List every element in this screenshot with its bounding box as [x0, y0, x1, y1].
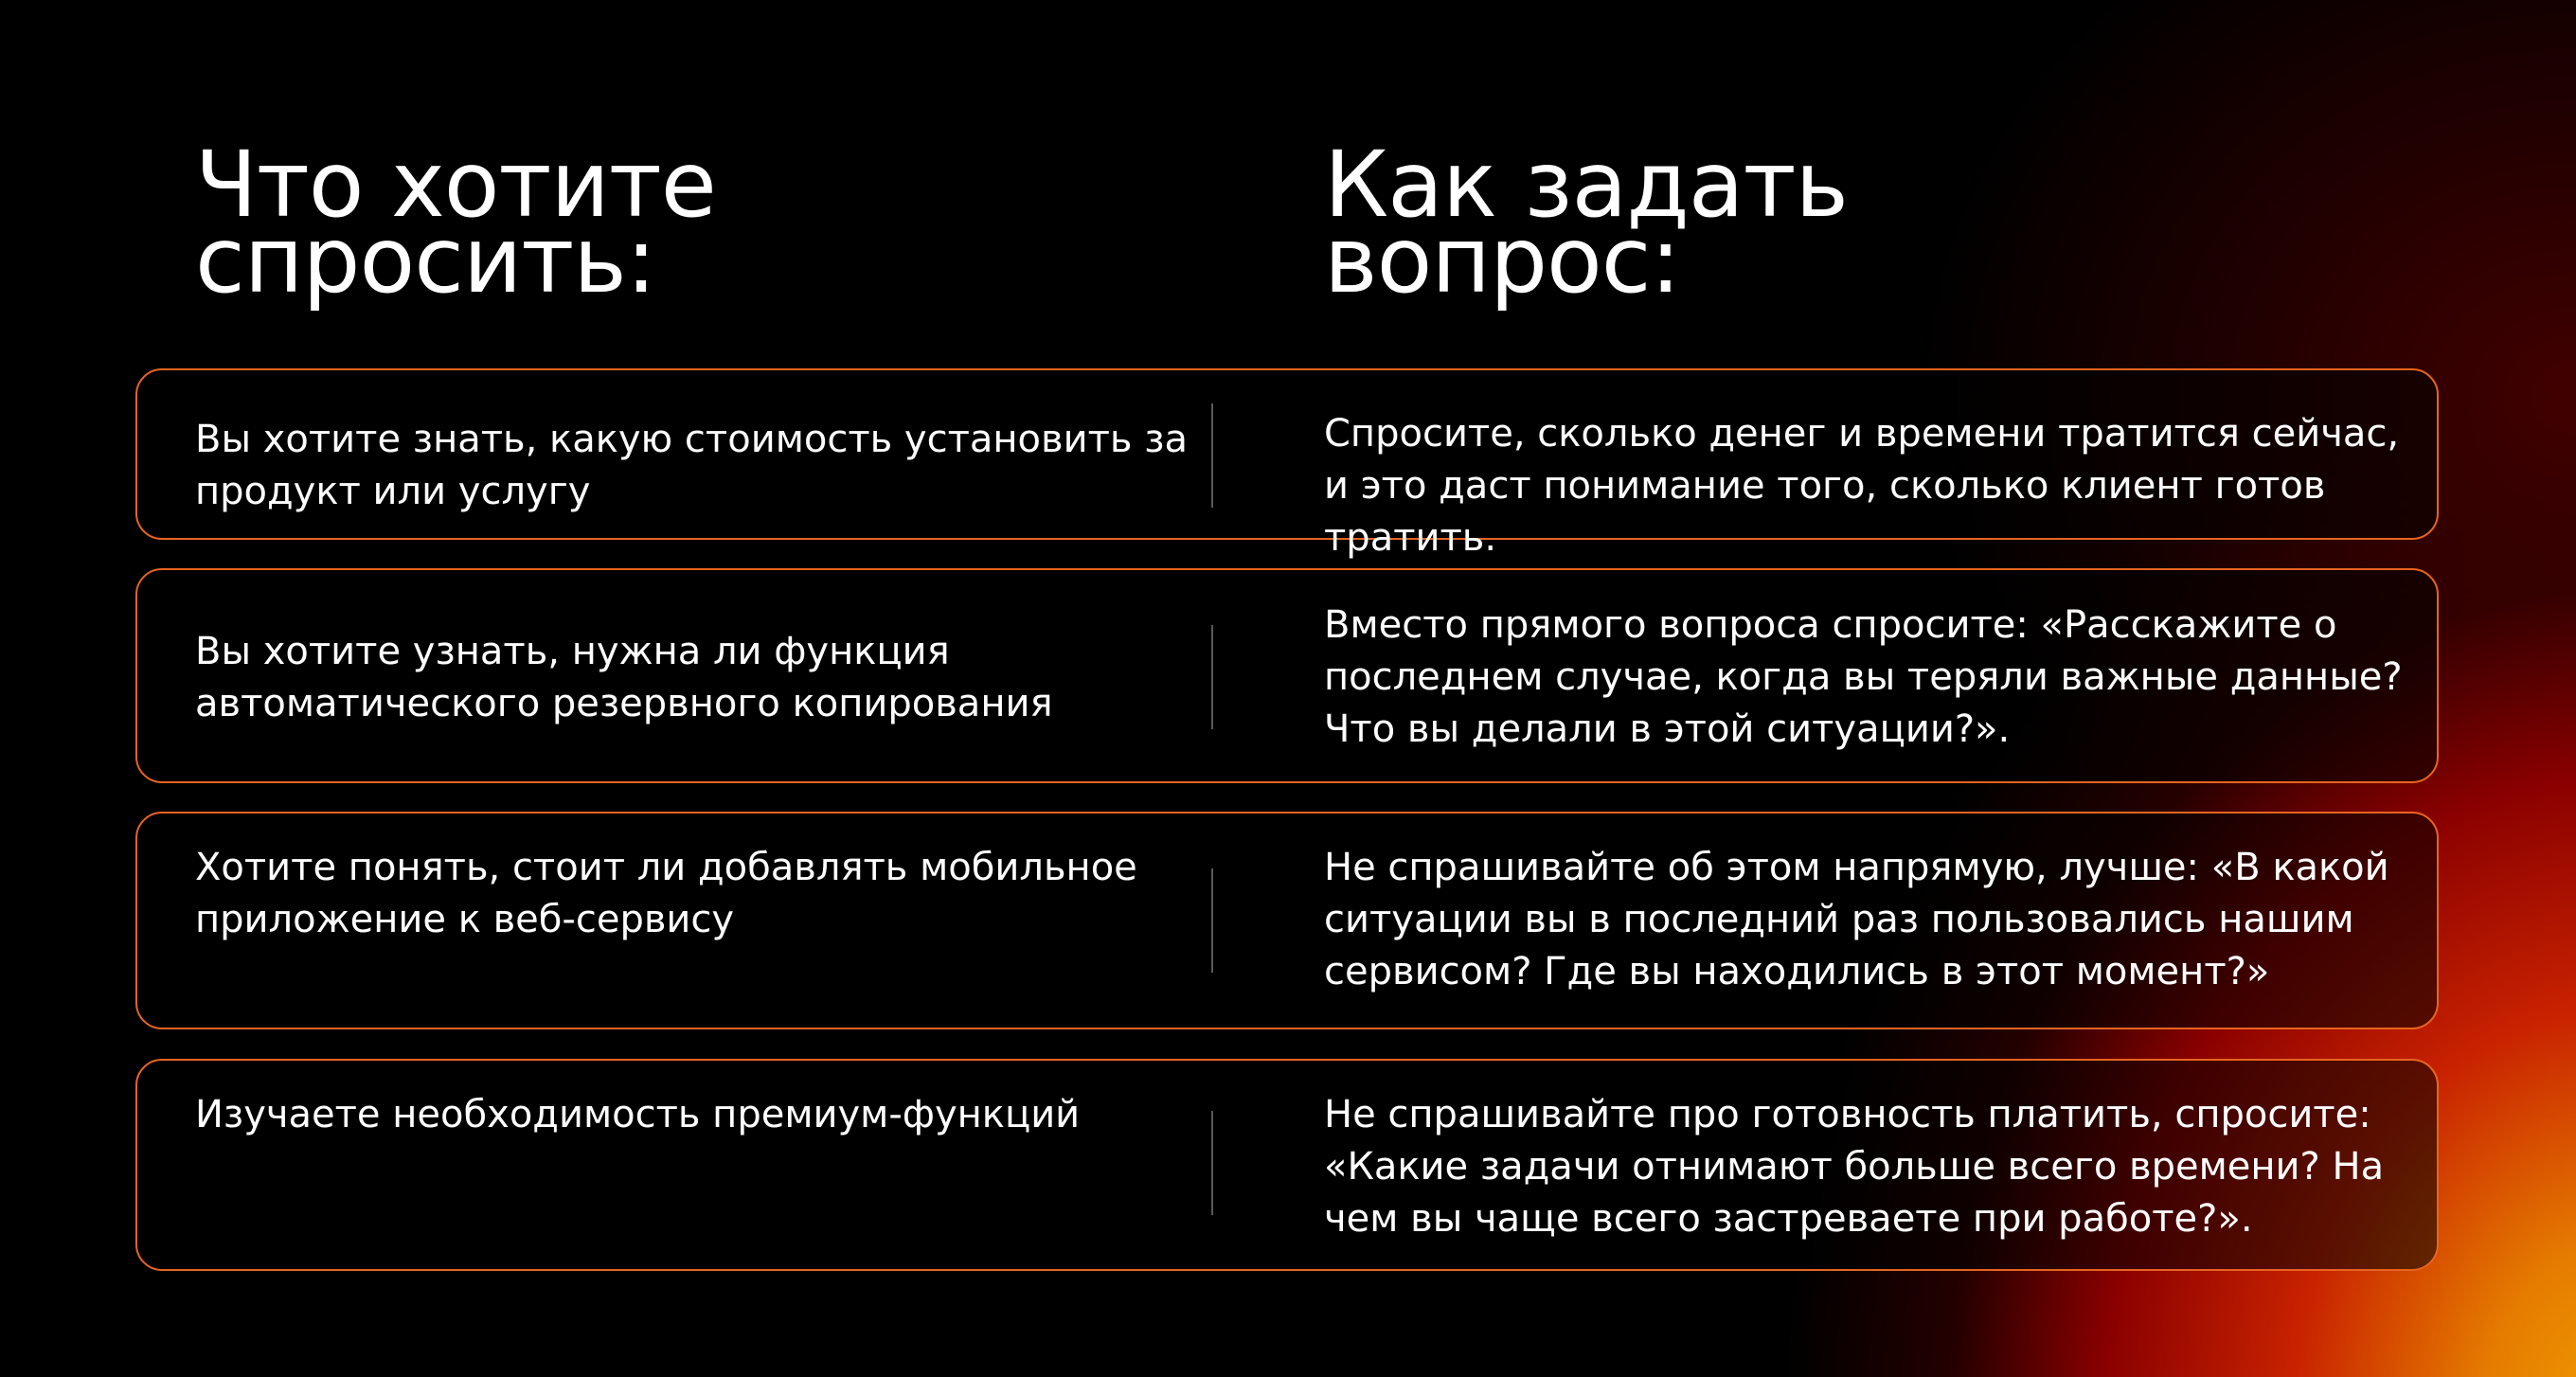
- question-row: [135, 1059, 2439, 1271]
- row-want-text: Хотите понять, стоит ли добавлять мобильное приложение к веб-сервису: [195, 846, 1137, 941]
- row-how-text: Вместо прямого вопроса спросите: «Расскажите о последнем случае, когда вы теряли важные данные? Что вы делали в этой ситуации?».: [1324, 603, 2403, 751]
- row-divider: [1211, 868, 1213, 973]
- row-divider: [1211, 625, 1213, 729]
- row-how-text: Не спрашивайте об этом напрямую, лучше: «В какой ситуации вы в последний раз пользовались нашим сервисом? Где вы находились в этот момент?»: [1324, 846, 2389, 993]
- heading-how-to-ask: Как задать вопрос:: [1324, 132, 1849, 313]
- row-divider: [1211, 1111, 1213, 1215]
- row-divider: [1211, 403, 1213, 508]
- row-want-text: Вы хотите узнать, нужна ли функция автоматического резервного копирования: [195, 630, 1053, 725]
- row-how-text: Не спрашивайте про готовность платить, спросите: «Какие задачи отнимают больше всего времени? На чем вы чаще всего застреваете при работе?».: [1324, 1093, 2385, 1241]
- row-want-text: Вы хотите знать, какую стоимость установить за продукт или услугу: [195, 418, 1188, 513]
- row-want-text: Изучаете необходимость премиум-функций: [195, 1093, 1081, 1136]
- question-row: [135, 368, 2439, 560]
- question-row: [135, 812, 2439, 1029]
- row-how-text: Спросите, сколько денег и времени тратится сейчас, и это даст понимание того, сколько клиент готов тратить.: [1324, 412, 2400, 560]
- question-row: [135, 568, 2439, 783]
- heading-what-to-ask: Что хотите спросить:: [195, 132, 716, 313]
